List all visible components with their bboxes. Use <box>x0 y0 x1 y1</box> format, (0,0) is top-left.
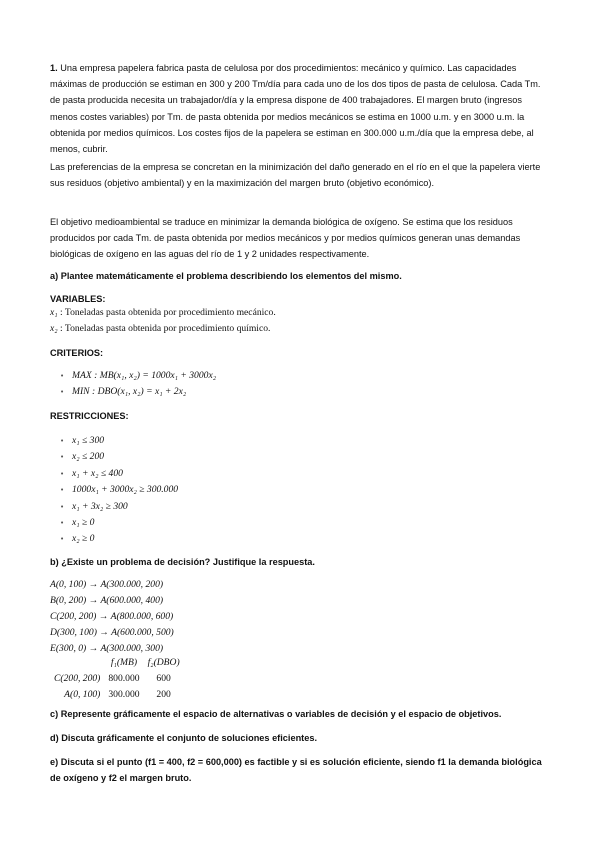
question-c: c) Represente gráficamente el espacio de alternativas o variables de decisión y el espacio de objetivos. <box>50 709 502 719</box>
objectives-table <box>50 654 184 702</box>
table-cell: 800.000 <box>108 672 140 684</box>
point-mapping: E(300, 0) → A(300.000, 300) <box>50 643 164 654</box>
constraint-item: • x₂ ≥ 0 <box>50 531 178 547</box>
criterios-heading: CRITERIOS: <box>50 348 104 358</box>
table-cell: A(0, 100) <box>64 688 101 700</box>
criterios-list <box>50 368 216 401</box>
variable-x2: x₂ : Toneladas pasta obtenida por procedimiento químico. <box>50 323 271 334</box>
table-header-cell: f₂(DBO) <box>147 656 180 668</box>
variables-list <box>50 305 550 337</box>
preferences-paragraph: Las preferencias de la empresa se concretan en la minimización del daño generado en el río en el que la papelera vierte sus residuos (objetivo ambiental) y en la maximización del margen bruto (objetivo económico). <box>50 162 541 189</box>
table-header-cell: f₁(MB) <box>110 656 138 668</box>
constraint-item: • x₁ ≥ 0 <box>50 515 178 531</box>
table-cell: 200 <box>156 688 171 700</box>
point-mapping: A(0, 100) → A(300.000, 200) <box>50 579 164 590</box>
question-e: e) Discuta si el punto (f1 = 400, f2 = 600,000) es factible y si es solución eficiente, siendo f1 la demanda biológica de oxígeno y f2 el margen bruto. <box>50 757 542 784</box>
variables-heading: VARIABLES: <box>50 294 106 304</box>
point-mapping: B(0, 200) → A(600.000, 400) <box>50 595 164 606</box>
problem-number: 1. <box>50 63 58 73</box>
variable-x1: x₁ : Toneladas pasta obtenida por procedimiento mecánico. <box>50 307 276 318</box>
table-row <box>50 686 184 702</box>
table-cell: 600 <box>156 672 171 684</box>
restricciones-heading: RESTRICCIONES: <box>50 411 129 421</box>
constraint-item: • x₂ ≤ 200 <box>50 449 178 465</box>
table-header-row <box>50 654 184 670</box>
table-header-cell <box>50 654 104 670</box>
problem-intro-text: Una empresa papelera fabrica pasta de celulosa por dos procedimientos: mecánico y químico. Las capacidades máximas de producción se estiman en 300 y 200 Tm/día para cada uno de los dos tipos de pasta de celulosa. Cada Tm. de pasta producida necesita un trabajador/día y la empresa dispone de 400 trabajadores. El margen bruto (ingresos menos costes variables) por Tm. de pasta obtenida por medios mecánicos se estima en 1000 u.m. y en 3000 u.m. la obtenida por medios químicos. Los costes fijos de la papelera se estiman en 300.000 u.m./día que la empresa debe, al menos, cubrir. <box>50 63 541 155</box>
question-a: a) Plantee matemáticamente el problema describiendo los elementos del mismo. <box>50 271 402 281</box>
points-mapping <box>50 577 550 657</box>
problem-statement <box>50 60 550 157</box>
question-b: b) ¿Existe un problema de decisión? Justifique la respuesta. <box>50 557 315 567</box>
environmental-objective-paragraph: El objetivo medioambiental se traduce en minimizar la demanda biológica de oxígeno. Se estima que los residuos producidos por cada Tm. de pasta obtenida por medios mecánicos y por medios químicos generan unas demandas biológicas de oxígeno en las aguas del río de 1 y 2 unidades respectivamente. <box>50 217 521 260</box>
table-cell: C(200, 200) <box>54 672 101 684</box>
table-cell: 300.000 <box>108 688 140 700</box>
criterion-max-mb: • MAX : MB(x₁, x₂) = 1000x₁ + 3000x₂ <box>50 368 216 384</box>
point-mapping: C(200, 200) → A(800.000, 600) <box>50 611 174 622</box>
constraint-item: • x₁ ≤ 300 <box>50 433 178 449</box>
criterion-min-dbo: • MIN : DBO(x₁, x₂) = x₁ + 2x₂ <box>50 384 216 400</box>
table-row <box>50 670 184 686</box>
question-d: d) Discuta gráficamente el conjunto de soluciones eficientes. <box>50 733 318 743</box>
constraint-item: • 1000x₁ + 3000x₂ ≥ 300.000 <box>50 482 178 498</box>
constraint-item: • x₁ + x₂ ≤ 400 <box>50 466 178 482</box>
point-mapping: D(300, 100) → A(600.000, 500) <box>50 627 174 638</box>
constraint-item: • x₁ + 3x₂ ≥ 300 <box>50 499 178 515</box>
restricciones-list <box>50 433 178 548</box>
